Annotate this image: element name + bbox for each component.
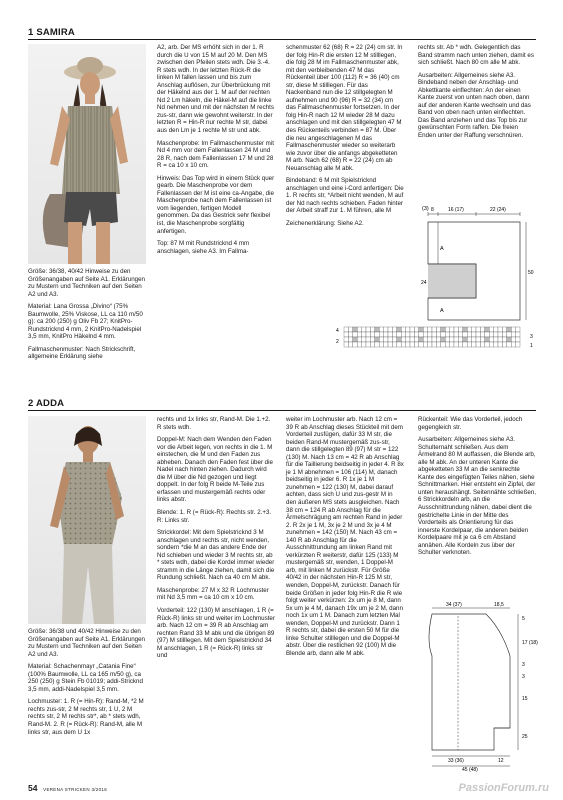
chart-cell <box>428 332 432 337</box>
chart-cell <box>348 342 352 347</box>
chart-cell <box>362 342 366 347</box>
chart-cell <box>445 327 449 332</box>
measure-m2: 16 (17) <box>448 207 464 213</box>
chart-row-1: 1 <box>530 343 533 349</box>
chart-cell <box>357 337 361 342</box>
model-illustration <box>28 44 146 264</box>
chart-cell <box>498 327 502 332</box>
adda-gauge: Maschenprobe: 27 M x 32 R Lochmuster mit Nd 3,5 mm = ca 10 cm x 10 cm. <box>157 586 269 602</box>
chart-cell <box>485 342 489 347</box>
chart-cell <box>516 327 520 332</box>
schematic-label: (3) <box>422 206 429 212</box>
adda-measure-r4: 3 <box>522 674 525 680</box>
chart-cell <box>397 337 401 342</box>
chart-cell <box>480 332 484 337</box>
chart-cell <box>348 327 352 332</box>
chart-cell <box>485 337 489 342</box>
arrow-label-a2: A <box>440 308 444 314</box>
chart-cell <box>379 342 383 347</box>
adda-measure-b1: 33 (36) <box>448 758 464 764</box>
chart-cell <box>436 337 440 342</box>
chart-cell <box>441 332 445 337</box>
chart-cell <box>516 332 520 337</box>
chart-cell <box>348 337 352 342</box>
chart-cell <box>507 332 511 337</box>
samira-material: Material: Lana Grossa „Divino“ (75% Baumwolle, 25% Viskose, LL ca 110 m/50 g): ca 200 (250) g Oliv Fb 27; KnitPro-Rundstricknd 4 mm, 2 KnitPro-Nadelspiel 3,5 mm, KnitPro Häkelnd 4 mm. <box>28 303 143 341</box>
chart-cell <box>414 332 418 337</box>
chart-cell <box>516 342 520 347</box>
chart-cell <box>348 332 352 337</box>
chart-cell <box>370 332 374 337</box>
chart-cell <box>476 332 480 337</box>
samira-col-2 <box>157 44 275 389</box>
chart-cell <box>511 342 515 347</box>
adda-measure-r2: 17 (18) <box>522 640 538 646</box>
chart-cell <box>388 327 392 332</box>
chart-cell <box>406 337 410 342</box>
chart-cell <box>370 327 374 332</box>
adda-lace-pattern: Lochmuster: 1. R (= Hin-R): Rand-M, *2 M rechts zus-str, 2 M rechts str, 1 U, 2 M rechts str, 2 M rechts str*, ab * stets wdh, Rand-M. 2. R (= Rück-R): Rand-M, alle M links str, aus dem U 1x <box>28 698 144 736</box>
chart-cell <box>410 327 414 332</box>
chart-cell <box>428 327 432 332</box>
adda-border: Blende: 1. R (= Rück-R): Rechts str. 2.+3. R: Links str. <box>157 509 272 524</box>
chart-cell <box>379 337 383 342</box>
chart-cell <box>502 342 506 347</box>
chart-cell <box>472 332 476 337</box>
chart-cell <box>494 342 498 347</box>
adda-back: Rückenteil: Wie das Vorderteil, jedoch gegengleich str. <box>418 416 523 431</box>
chart-cell <box>428 337 432 342</box>
chart-cell <box>344 337 348 342</box>
chart-cell <box>454 337 458 342</box>
chart-cell <box>344 332 348 337</box>
measure-m3: 22 (24) <box>490 207 506 213</box>
chart-cell <box>436 327 440 332</box>
chart-cell <box>357 327 361 332</box>
chart-cell <box>375 342 379 347</box>
chart-cell <box>366 337 370 342</box>
samira-top-cont: schenmuster 62 (68) R = 22 (24) cm str. In der folg Hin-R die ersten 12 M stilllegen, die folg 28 M im Fallmaschenmuster abk, mit den verbleibenden 47 M das Rückenteil über 100 (112) R = 36 (40) cm str, diese M stilllegen. Für das Nackenband nun die 12 stillgelegten M aufnehmen und 90 (96) R = 32 (34) cm das Fallmaschenmuster fortsetzen. In der folg Hin-R nach 12 M wieder 28 M dazu anschlagen und mit den stillgelegten 47 M des Rückenteils verbinden = 87 M. Über die neu angeschlagenen M das Fallmaschenmuster wieder so weiterarb wie zuvor über die anfangs abgeketteten M arb. Nach 62 (68) R = 22 (24) cm ab Neuanschlag alle M abk. <box>286 44 403 172</box>
samira-top-start: Top: 87 M mit Rundstricknd 4 mm anschlagen, siehe A3. Im Fallma- <box>157 240 250 255</box>
chart-cell <box>432 327 436 332</box>
chart-cell <box>362 332 366 337</box>
samira-schematic <box>420 202 536 326</box>
adda-measure-t1: 34 (37) <box>446 602 462 608</box>
chart-cell <box>480 342 484 347</box>
samira-note: Hinweis: Das Top wird in einem Stück quer gearb. Die Maschenprobe vor dem Fallenlassen der M ist eine ca-Angabe, die Maschenprobe nach dem Fallenlassen ist vom liegenden, fertigen Modell genommen. Da das Gestrick sehr flexibel ist, die Maschenprobe sorgfältig anfertigen. <box>157 174 275 235</box>
chart-cell <box>428 342 432 347</box>
chart-cell <box>485 327 489 332</box>
page-footer <box>28 783 107 793</box>
chart-cell <box>379 327 383 332</box>
chart-cell <box>370 337 374 342</box>
adda-col-2 <box>157 416 275 778</box>
samira-tie-band: Bindeband: 6 M mit Spielstricknd anschlagen und eine i-Cord anfertigen: Die 1. R rechts str, *Arbeit nicht wenden, M auf der Nd nach rechts schieben. Faden hinter der Arbeit straff zur 1. M führen, alle M <box>286 177 404 215</box>
chart-cell <box>357 342 361 347</box>
chart-cell <box>441 342 445 347</box>
chart-cell <box>353 327 357 332</box>
chart-cell <box>388 342 392 347</box>
chart-cell <box>472 342 476 347</box>
chart-grid <box>344 327 520 347</box>
chart-cell <box>406 342 410 347</box>
chart-cell <box>445 342 449 347</box>
chart-cell <box>463 327 467 332</box>
section-title-samira: 1 SAMIRA <box>28 27 536 40</box>
chart-cell <box>423 337 427 342</box>
chart-cell <box>458 332 462 337</box>
chart-cell <box>498 337 502 342</box>
adda-cord: Strickkordel: Mit dem Spielstricknd 3 M anschlagen und rechts str, nicht wenden, sondern *die M an das andere Ende der Nd schieben und wieder 3 M rechts str, ab * stets wdh, dabei die Kordel immer wieder stramm in die Länge ziehen, damit sich die Rundung schließt. Nach ca 40 cm M abk. <box>157 529 275 582</box>
samira-size: Größe: 36/38, 40/42 Hinweise zu den Größenangaben auf Seite A1. Erklärungen zu Mustern und Techniken auf den Seiten A2 und A3. <box>28 268 145 298</box>
chart-cell <box>362 327 366 332</box>
chart-cell <box>489 332 493 337</box>
chart-cell <box>480 327 484 332</box>
chart-cell <box>485 332 489 337</box>
chart-cell <box>472 327 476 332</box>
chart-cell <box>366 342 370 347</box>
adda-front-start: Vorderteil: 122 (130) M anschlagen, 1 R (= Rück-R) links str und weiter im Lochmuster arb. Nach 12 cm = 39 R ab Anschlag am rechten Rand 33 M abk und die übrigen 89 (97) M stilllegen. Mit dem Spielstricknd 34 M anschlagen, 1 R (= Rück-R) links str und <box>157 607 275 660</box>
chart-row-3: 3 <box>530 334 533 340</box>
chart-cell <box>379 332 383 337</box>
chart-cell <box>476 327 480 332</box>
chart-cell <box>432 342 436 347</box>
chart-cell <box>494 327 498 332</box>
chart-cell <box>423 342 427 347</box>
chart-cell <box>388 337 392 342</box>
chart-cell <box>467 332 471 337</box>
chart-cell <box>384 332 388 337</box>
chart-cell <box>445 332 449 337</box>
chart-cell <box>516 337 520 342</box>
adda-col-4 <box>418 416 536 596</box>
chart-cell <box>419 342 423 347</box>
adda-size: Größe: 36/38 und 40/42 Hinweise zu den Größenangaben auf Seite A1. Erklärungen zu Mustern und Techniken auf den Seiten A2 und A3. <box>28 628 145 658</box>
samira-pattern-text: A2, arb. Der MS erhöht sich in der 1. R durch die U von 15 M auf 20 M. Den MS zwischen den Pfeilen stets wdh. Die 3.-4. R stets wdh. In der letzten Rück-R die linken M fallen lassen und bis zum Anschlag auflösen, zur Überbrückung mit der Häkelnd aus der 1. M auf der rechten Nd 2 Lm häkeln, die Häkel-M auf die linke Nd nehmen und mit der nächsten M rechts zus-str, dann wie gewohnt weiterstr. In der letzten R = Hin-R nur rechte M str, dabei aus den Lm je 1 rechte M str und abk. <box>157 44 274 135</box>
model-photo-samira <box>28 44 146 264</box>
chart-cell <box>458 342 462 347</box>
chart-cell <box>454 332 458 337</box>
chart-cell <box>419 332 423 337</box>
model-illustration-adda <box>28 416 146 624</box>
chart-cell <box>450 337 454 342</box>
chart-row-4: 4 <box>336 328 339 334</box>
chart-cell <box>362 337 366 342</box>
watermark: PassionForum.ru <box>458 782 549 794</box>
chart-cell <box>476 342 480 347</box>
chart-cell <box>441 337 445 342</box>
chart-cell <box>489 342 493 347</box>
chart-cell <box>476 337 480 342</box>
chart-cell <box>410 337 414 342</box>
chart-cell <box>384 337 388 342</box>
adda-col-1 <box>28 628 146 778</box>
chart-cell <box>480 337 484 342</box>
chart-cell <box>450 342 454 347</box>
samira-finishing: Ausarbeiten: Allgemeines siehe A3. Bindeband neben der Anschlag- und Abkettkante einflechten: An der einen Kante zuerst von unten nach oben, dann auf der anderen Kante wechseln und das Band von oben nach unten einflechten. Das Band anziehen und das Top bis zur gewünschten Form raffen. Die freien Enden unter der Raffung verschnüren. <box>418 71 531 140</box>
adda-double-stitch: Doppel-M: Nach dem Wenden den Faden vor die Arbeit legen, von rechts in die 1. M einstechen, die M und den Faden zus abheben. Danach den Faden fest über die Nadel nach hinten ziehen. Dadurch wird die M über die Nd gezogen und liegt doppelt. In der folg R beide M-Teile zus erfassen und mustergemäß rechts oder links abstr. <box>157 436 273 504</box>
measure-m1: 8 <box>431 207 434 213</box>
samira-col-4 <box>418 44 536 204</box>
chart-cell <box>507 342 511 347</box>
chart-cell <box>406 332 410 337</box>
chart-cell <box>375 337 379 342</box>
chart-cell <box>397 327 401 332</box>
chart-cell <box>366 327 370 332</box>
chart-cell <box>353 332 357 337</box>
measure-v1: 50 <box>528 270 534 276</box>
chart-cell <box>401 337 405 342</box>
chart-cell <box>375 327 379 332</box>
chart-cell <box>489 337 493 342</box>
chart-cell <box>450 327 454 332</box>
samira-knitting-chart <box>336 326 536 348</box>
arrow-label-a1: A <box>440 246 444 252</box>
chart-cell <box>494 332 498 337</box>
chart-cell <box>392 337 396 342</box>
chart-cell <box>511 327 515 332</box>
chart-cell <box>454 327 458 332</box>
samira-pattern-intro: Fallmaschenmuster: Nach Strickschrift, allgemeine Erklärung siehe <box>28 345 136 361</box>
chart-cell <box>463 332 467 337</box>
chart-cell <box>463 337 467 342</box>
chart-cell <box>357 332 361 337</box>
samira-tieband-end: rechts str. Ab * wdh. Gelegentlich das Band stramm nach unten ziehen, damit es sich schließt. Nach 80 cm alle M abk. <box>418 44 534 67</box>
chart-cell <box>388 332 392 337</box>
adda-lace-cont: rechts und 1x links str, Rand-M. Die 1.+2. R stets wdh. <box>157 416 271 431</box>
chart-cell <box>498 342 502 347</box>
chart-cell <box>507 327 511 332</box>
adda-col-3 <box>286 416 404 778</box>
samira-legend: Zeichenerklärung: Siehe A2. <box>286 220 364 228</box>
chart-cell <box>344 342 348 347</box>
adda-finishing: Ausarbeiten: Allgemeines siehe A3. Schulternaht schließen. Aus dem Ärmelrand 80 M auffassen, die Blende arb, alle M abk. An der unteren Kante die abgeketteten 33 M an die senkrechte Kante des eingefügten Teiles nähen, siehe Schnittmarken. Hier entsteht ein Zipfel, der unten heraushängt. Seitennähte schließen, 6 Strickkordeln arb, an die Ausschnittrundung nähen, dabei dient die gestrichelte Linie in der Mitte des Vorderteils als Orientierung für das innerste Kordelpaar, die anderen beiden Kordelpaare mit je ca 6 cm Abstand annähen. Alle Kordeln zus über der Schulter verknoten. <box>418 436 536 557</box>
chart-cell <box>401 327 405 332</box>
chart-cell <box>344 327 348 332</box>
chart-cell <box>450 332 454 337</box>
measure-v2: 24 <box>421 280 427 286</box>
chart-cell <box>489 327 493 332</box>
section-title-adda: 2 ADDA <box>28 398 536 411</box>
chart-cell <box>397 332 401 337</box>
adda-measure-b3: 45 (48) <box>462 767 478 773</box>
chart-cell <box>511 332 515 337</box>
chart-cell <box>397 342 401 347</box>
adda-material: Material: Schachenmayr „Catania Fine“ (100% Baumwolle, LL ca 165 m/50 g), ca 250 (250) g Stein Fb 01019; addi-Stricknd 3,5 mm, addi-Nadelspiel 3,5 mm. <box>28 663 143 693</box>
chart-cell <box>432 337 436 342</box>
chart-cell <box>423 327 427 332</box>
chart-cell <box>375 332 379 337</box>
chart-cell <box>494 337 498 342</box>
adda-measure-r3: 3 <box>522 662 525 668</box>
page-number: 54 <box>28 783 38 793</box>
chart-cell <box>467 337 471 342</box>
chart-cell <box>419 337 423 342</box>
chart-cell <box>392 342 396 347</box>
chart-cell <box>458 327 462 332</box>
samira-gauge: Maschenprobe: Im Fallmaschenmuster mit Nd 4 mm vor dem Fallenlassen 24 M und 28 R, nach dem Fallenlassen 17 M und 28 R = ca 10 x 10 cm. <box>157 139 274 170</box>
adda-measure-r5: 15 <box>522 696 528 702</box>
chart-cell <box>401 342 405 347</box>
chart-cell <box>353 342 357 347</box>
chart-cell <box>384 342 388 347</box>
chart-row-2: 2 <box>336 339 339 345</box>
adda-measure-r1: 5 <box>522 616 525 622</box>
chart-cell <box>467 342 471 347</box>
chart-cell <box>502 332 506 337</box>
chart-cell <box>432 332 436 337</box>
chart-cell <box>498 332 502 337</box>
magazine-title: VERENA STRICKEN 3/2016 <box>43 787 108 792</box>
chart-cell <box>511 337 515 342</box>
chart-cell <box>436 342 440 347</box>
adda-measure-t2: 18,5 <box>494 602 504 608</box>
adda-measure-b2: 12 <box>498 758 504 764</box>
chart-cell <box>419 327 423 332</box>
chart-cell <box>502 327 506 332</box>
chart-cell <box>463 342 467 347</box>
chart-cell <box>410 342 414 347</box>
chart-cell <box>392 332 396 337</box>
chart-cell <box>370 342 374 347</box>
samira-col-1 <box>28 268 146 388</box>
samira-col-3 <box>286 44 404 344</box>
chart-cell <box>384 327 388 332</box>
chart-cell <box>414 342 418 347</box>
chart-cell <box>366 332 370 337</box>
chart-cell <box>392 327 396 332</box>
chart-cell <box>472 337 476 342</box>
chart-cell <box>353 337 357 342</box>
chart-cell <box>458 337 462 342</box>
chart-cell <box>423 332 427 337</box>
chart-cell <box>414 327 418 332</box>
chart-cell <box>441 327 445 332</box>
chart-cell <box>410 332 414 337</box>
chart-cell <box>436 332 440 337</box>
chart-cell <box>467 327 471 332</box>
chart-cell <box>507 337 511 342</box>
adda-measure-r6: 25 <box>522 734 528 740</box>
chart-cell <box>401 332 405 337</box>
chart-cell <box>445 337 449 342</box>
model-photo-adda <box>28 416 146 624</box>
chart-cell <box>414 337 418 342</box>
chart-cell <box>502 337 506 342</box>
adda-schematic <box>418 600 536 772</box>
chart-cell <box>406 327 410 332</box>
adda-front-cont: weiter im Lochmuster arb. Nach 12 cm = 39 R ab Anschlag dieses Stückteil mit dem Vorderteil zusfügen, dafür 33 M str, die beiden Rand-M mustergemäß zus-str, dann die stillgelegten 89 (97) M str = 122 (130) M. Nach 13 cm = 42 R ab Anschlag für die Taillierung beidseitig in jeder 4. R 8x je 1 M abnehmen = 106 (114) M, danach beidseitig in jeder 6. R 1x je 1 M zunehmen = 122 (130) M, dabei darauf achten, dass sich U und zus-gestr M in den äußeren MS stets ausgleichen. Nach 38 cm = 124 R ab Anschlag für die Ärmelschrägung am rechten Rand in jeder 2. R 2x je 1 M, 3x je 2 M und 3x je 4 M zunehmen = 142 (150) M. Nach 43 cm = 140 R ab Anschlag für die Ausschnittrundung am linken Rand mit verkürzten R weiterstr, dafür 125 (133) M mustergemäß str, wenden, 1 Doppel-M arb, mit linken M zurückstr. Für Größe 40/42 in der nächsten Hin-R 125 M str, wenden, Doppel-M, zurückstr. Danach für beide Größen in jeder folg Hin-R die R wie folgt weiter verkürzen: 2x um je 8 M, dann 5x um je 4 M, danach 19x um je 2 M, dann noch 1x um 1 M. Danach zum letzten Mal wenden, Doppel-M und zurückstr. Dann 1 R rechts str, dabei die ersten 50 M für die linke Schulter stilllegen und die Doppel-M abstr. Über die restlichen 92 (100) M die Blende arb, dann alle M abk. <box>286 416 404 657</box>
chart-cell <box>454 342 458 347</box>
